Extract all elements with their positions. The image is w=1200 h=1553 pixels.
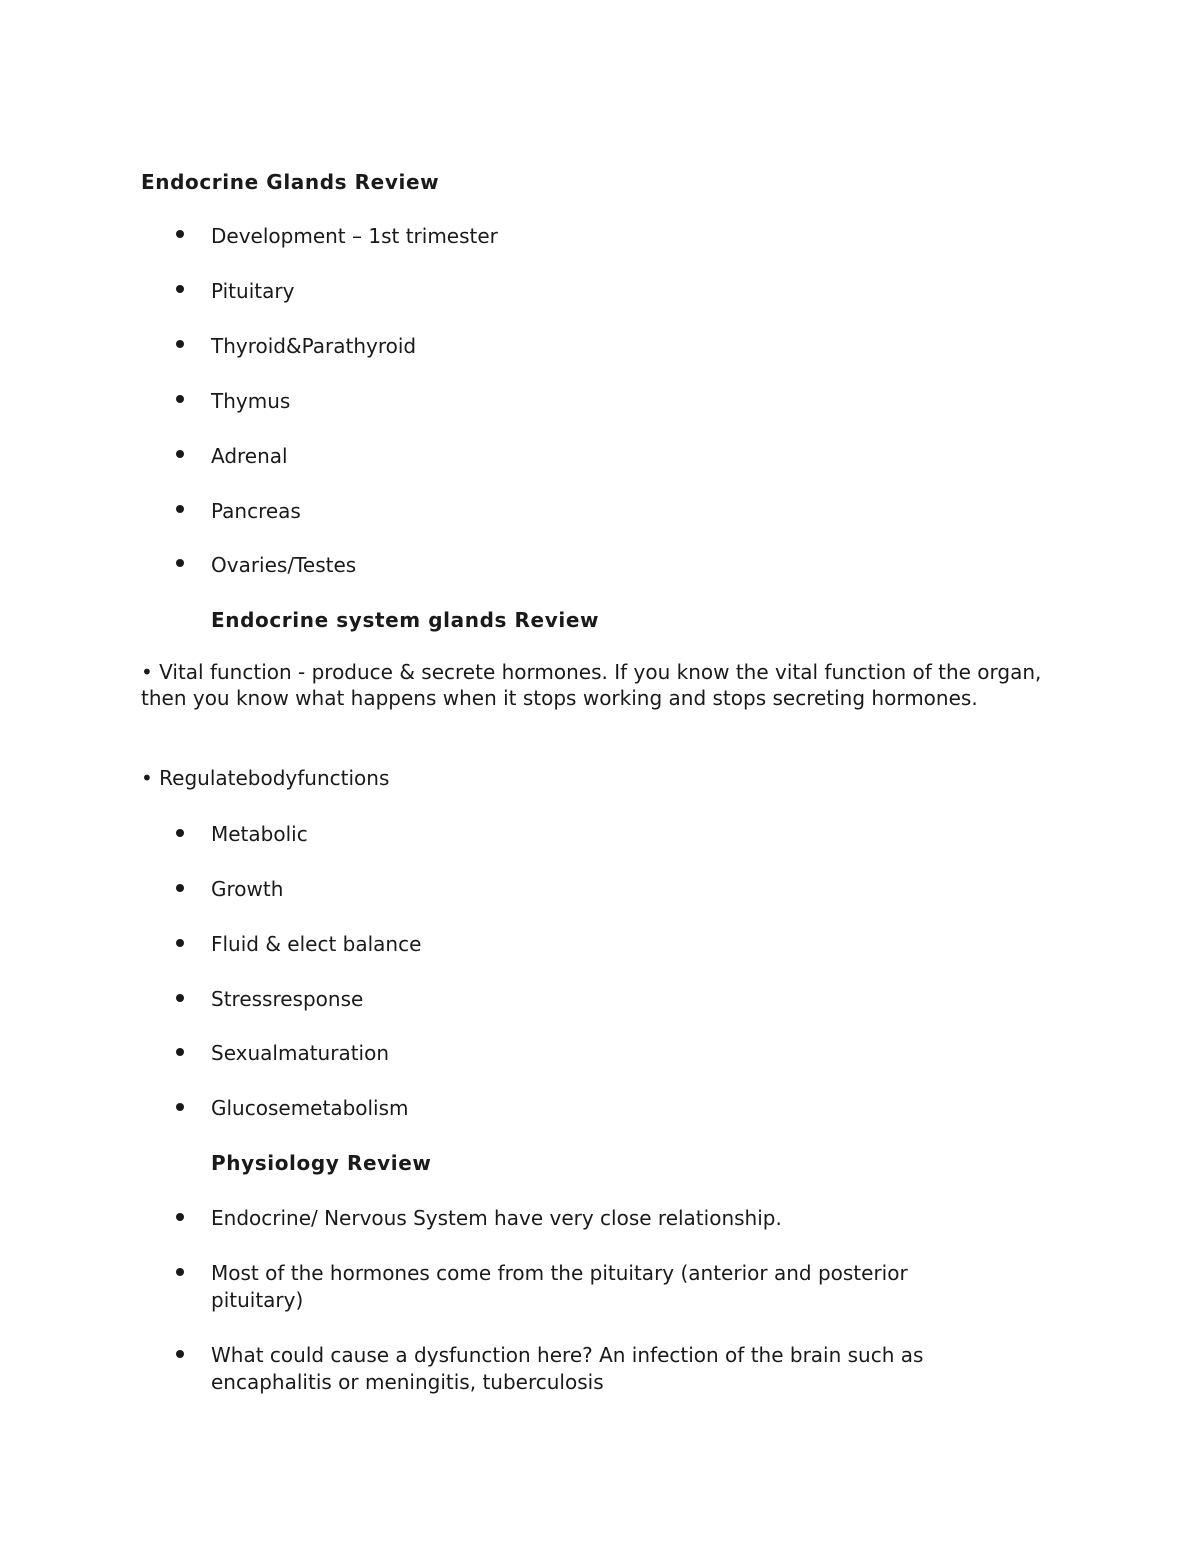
bullet-dot bbox=[176, 1048, 184, 1056]
bullet-dot bbox=[176, 230, 184, 238]
list-item: Glucosemetabolism bbox=[211, 1096, 409, 1120]
list-item: Thymus bbox=[211, 389, 291, 413]
bullet-dot bbox=[176, 829, 184, 837]
list-item: Most of the hormones come from the pituitary (anterior and posterior pituitary) bbox=[211, 1261, 908, 1312]
paragraph: • Regulatebodyfunctions bbox=[141, 766, 390, 790]
bullet-dot bbox=[176, 450, 184, 458]
bullet-dot bbox=[176, 1350, 184, 1358]
bullet-dot bbox=[176, 1213, 184, 1221]
list-item: Metabolic bbox=[211, 822, 308, 846]
section-heading: Physiology Review bbox=[211, 1151, 432, 1175]
paragraph: • Vital function - produce & secrete hormones. If you know the vital function of the organ, then you know what happens when it stops working and stops secreting hormones. bbox=[141, 660, 1042, 710]
section-heading: Endocrine system glands Review bbox=[211, 608, 600, 632]
bullet-dot bbox=[176, 340, 184, 348]
list-item: Sexualmaturation bbox=[211, 1041, 390, 1065]
bullet-dot bbox=[176, 1103, 184, 1111]
bullet-dot bbox=[176, 559, 184, 567]
bullet-dot bbox=[176, 1268, 184, 1276]
list-item: Pituitary bbox=[211, 279, 295, 303]
list-item: Development – 1st trimester bbox=[211, 224, 498, 248]
list-item: Fluid & elect balance bbox=[211, 932, 422, 956]
list-item: Thyroid&Parathyroid bbox=[211, 334, 417, 358]
list-item: Stressresponse bbox=[211, 987, 364, 1011]
list-item: Ovaries/Testes bbox=[211, 553, 357, 577]
list-item: Endocrine/ Nervous System have very close relationship. bbox=[211, 1206, 782, 1230]
bullet-dot bbox=[176, 505, 184, 513]
list-item: Growth bbox=[211, 877, 284, 901]
list-item: Pancreas bbox=[211, 499, 301, 523]
bullet-dot bbox=[176, 395, 184, 403]
page-title: Endocrine Glands Review bbox=[141, 170, 440, 194]
bullet-dot bbox=[176, 994, 184, 1002]
bullet-dot bbox=[176, 939, 184, 947]
list-item: What could cause a dysfunction here? An infection of the brain such as encaphalitis or meningitis, tuberculosis bbox=[211, 1343, 924, 1394]
bullet-dot bbox=[176, 884, 184, 892]
bullet-dot bbox=[176, 285, 184, 293]
list-item: Adrenal bbox=[211, 444, 288, 468]
